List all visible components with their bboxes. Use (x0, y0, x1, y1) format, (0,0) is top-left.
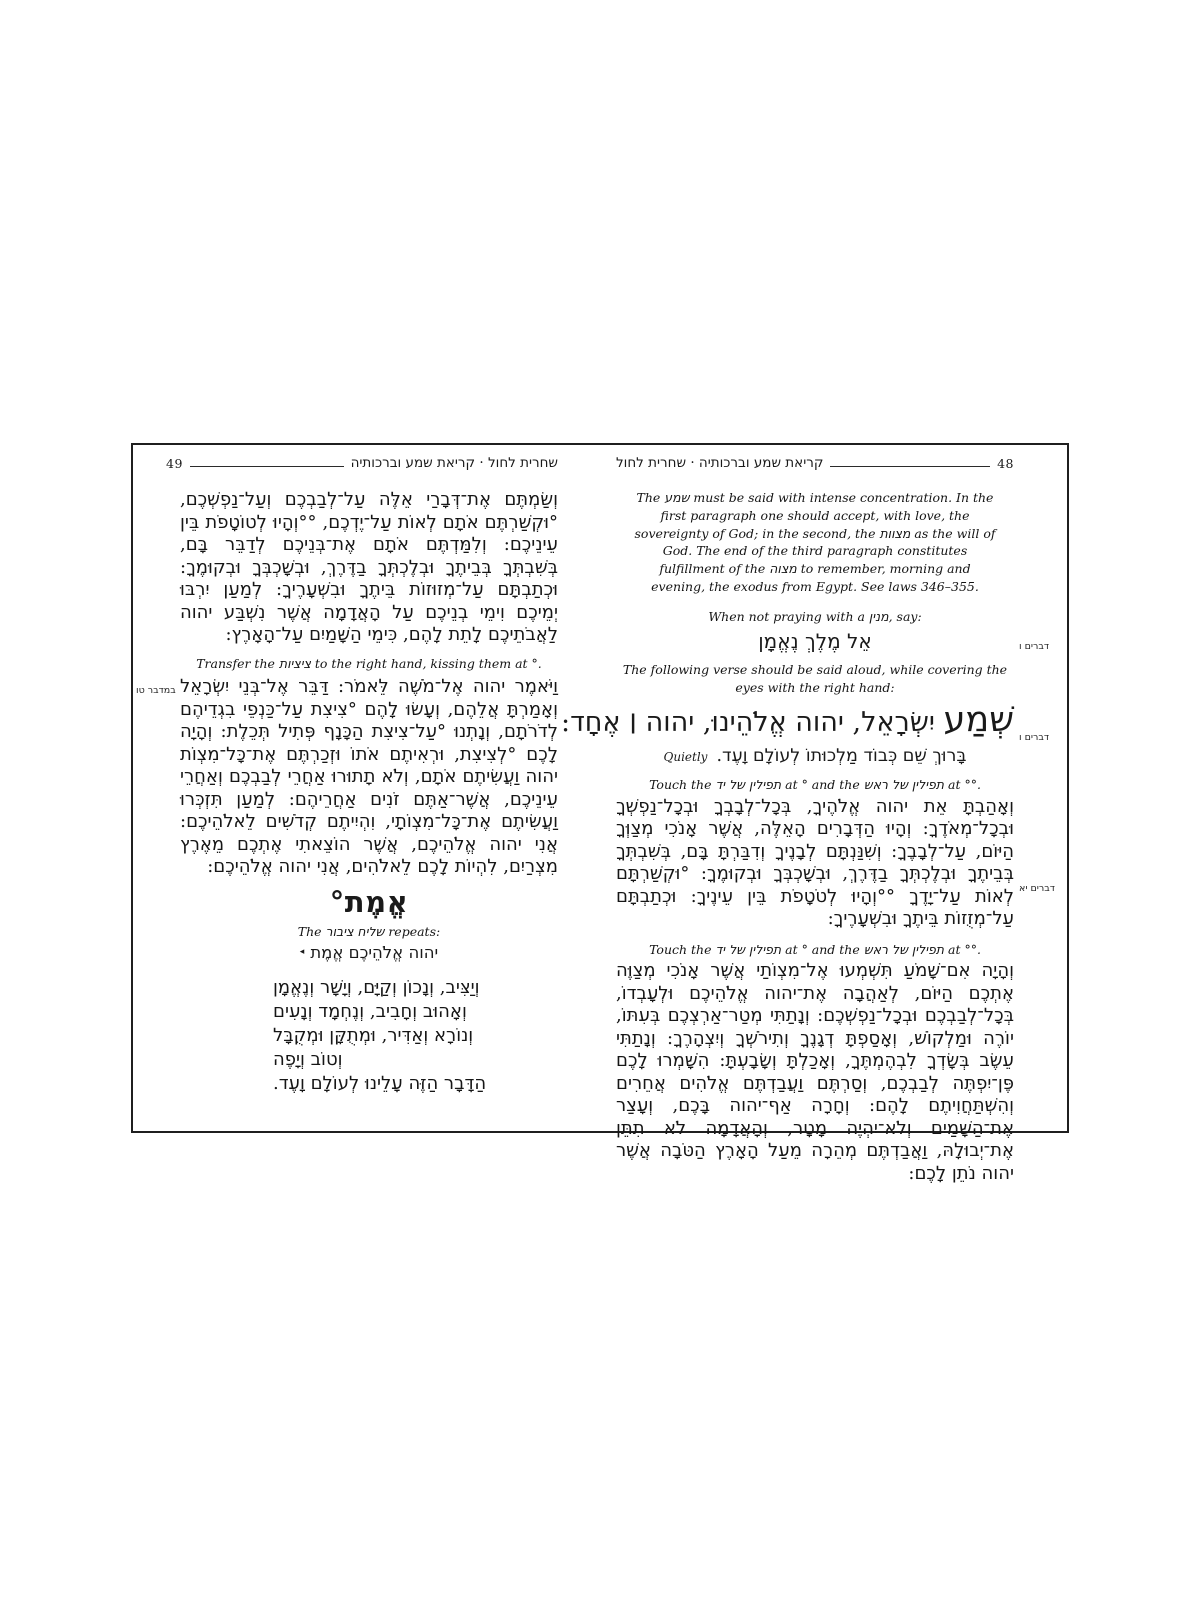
vehaya-paragraph: וְהָיָה אִם־שָׁמֹעַ תִּשְׁמְעוּ אֶל־מִצְוֹתַי אֲשֶׁר אָנֹכִי מְצַוֶּה אֶתְכֶם הַיּוֹם, לְאַהֲבָה אֶת־יהוה אֱלֹהֵיכֶם וּלְעָבְדוֹ, בְּכָל־לְבַבְכֶם וּבְכָל־נַפְשְׁכֶם: וְנָתַתִּי מְטַר־אַרְצְכֶם בְּעִתּוֹ, יוֹרֶה וּמַלְקוֹשׁ, וְאָסַפְתָּ דְגָנֶךָ וְתִירֹשְׁךָ וְיִצְהָרֶךָ: וְנָתַתִּי עֵשֶׂב בְּשָׂדְךָ לִבְהֶמְתֶּךָ, וְאָכַלְתָּ וְשָׂבָעְתָּ: הִשָּׁמְרוּ לָכֶם פֶּן־יִפְתֶּה לְבַבְכֶם, וְסַרְתֶּם וַעֲבַדְתֶּם אֱלֹהִים אֲחֵרִים וְהִשְׁתַּחֲוִיתֶם לָהֶם: וְחָרָה אַף־יהוה בָּכֶם, וְעָצַר אֶת־הַשָּׁמַיִם וְלֹא־יִהְיֶה מָטָר, וְהָאֲדָמָה לֹא תִתֵּן אֶת־יְבוּלָהּ, וַאֲבַדְתֶּם מְהֵרָה מֵעַל הָאָרֶץ הַטֹּבָה אֲשֶׁר יהוה נֹתֵן לָכֶם: (616, 960, 1014, 1184)
emet-word: °אֱמֶת (329, 884, 409, 919)
baruch-shem-line (616, 746, 1014, 766)
say-aloud-instruction: The following verse should be said aloud, while covering the eyes with the right hand: (622, 662, 1008, 695)
margin-note-devarim-vehaya: דברים יא (1019, 883, 1055, 894)
chazzan-repeats-instruction: The שליח ציבור repeats: (297, 923, 441, 939)
poem-line: וְטוֹב וְיָפֶה (273, 1048, 343, 1070)
baruch-shem-text: בָּרוּךְ שֵׁם כְּבוֹד מַלְכוּתוֹ לְעוֹלָם וָעֶד. (716, 745, 967, 766)
quietly-label: Quietly (663, 749, 708, 764)
tefillin-instruction-1: Touch the תפילין של יד at ° and the תפילין של ראש at °°. (649, 776, 981, 792)
el-melech-neeman-line: אֵל מֶלֶךְ נֶאֱמָן (758, 629, 872, 654)
shema-verse-rest: יִשְׂרָאֵל, יהוה אֱלֹהֵינוּ, יהוה ׀ אֶחָד: (560, 706, 935, 738)
page-48-header (616, 455, 1014, 471)
chazzan-line-text: יהוה אֱלֹהֵיכֶם אֱמֶת (310, 942, 439, 962)
page-number-49: 49 (166, 456, 183, 471)
poem-line: וְאָהוּב וְחָבִיב, וְנֶחְמָד וְנָעִים (273, 1000, 467, 1022)
no-minyan-instruction: When not praying with a מנין, say: (708, 608, 922, 624)
poem-line: וְנוֹרָא וְאַדִּיר, וּמְתֻקָּן וּמְקֻבָּל (273, 1024, 474, 1046)
veshamtem-paragraph: וְשַׂמְתֶּם אֶת־דְּבָרַי אֵלֶּה עַל־לְבַבְכֶם וְעַל־נַפְשְׁכֶם, °וּקְשַׁרְתֶּם אֹתָם לְאוֹת עַל־יֶדְכֶם, °°וְהָיוּ לְטוֹטָפֹת בֵּין עֵינֵיכֶם: וְלִמַּדְתֶּם אֹתָם אֶת־בְּנֵיכֶם לְדַבֵּר בָּם, בְּשִׁבְתְּךָ בְּבֵיתֶךָ וּבְלֶכְתְּךָ בַדֶּרֶךְ, וּבְשָׁכְבְּךָ וּבְקוּמֶךָ: וּכְתַבְתָּם עַל־מְזוּזוֹת בֵּיתֶךָ וּבִשְׁעָרֶיךָ: לְמַעַן יִרְבּוּ יְמֵיכֶם וִימֵי בְנֵיכֶם עַל הָאֲדָמָה אֲשֶׁר נִשְׁבַּע יהוה לַאֲבֹתֵיכֶם לָתֵת לָהֶם, כִּימֵי הַשָּׁמַיִם עַל־הָאָרֶץ: (180, 489, 558, 645)
poem-line: וְיַצִּיב, וְנָכוֹן וְקַיָּם, וְיָשָׁר וְנֶאֱמָן (273, 976, 480, 998)
siddur-spread (131, 443, 1069, 1184)
margin-note-devarim-veahavta: דברים ו (1019, 732, 1050, 743)
intro-note: The שמע must be said with intense concentration. In the first paragraph one should accept, with love, the sovereignty of God; in the second, the מצוות as the will of God. The end of the third paragraph constitutes fulfillment of the מצוה to remember, morning and evening, the exodus from Egypt. See laws 346–355. (634, 490, 996, 594)
page-48-title: קריאת שמע וברכותיה · שחרית לחול (616, 455, 824, 471)
header-rule-right (830, 466, 990, 467)
chazzan-repetition-line (180, 943, 558, 962)
margin-note-bamidbar: במדבר טו (136, 685, 176, 696)
tzitziot-instruction: Transfer the ציציות to the right hand, kissing them at °. (196, 655, 542, 671)
page-48-body (560, 489, 1014, 1185)
veahavta-paragraph: וְאָהַבְתָּ אֵת יהוה אֱלֹהֶיךָ, בְּכָל־לְבָבְךָ וּבְכָל־נַפְשְׁךָ וּבְכָל־מְאֹדֶךָ: וְהָיוּ הַדְּבָרִים הָאֵלֶּה, אֲשֶׁר אָנֹכִי מְצַוְּךָ הַיּוֹם, עַל־לְבָבֶךָ: וְשִׁנַּנְתָּם לְבָנֶיךָ וְדִבַּרְתָּ בָּם, בְּשִׁבְתְּךָ בְּבֵיתֶךָ וּבְלֶכְתְּךָ בַדֶּרֶךְ, וּבְשָׁכְבְּךָ וּבְקוּמֶךָ: °וּקְשַׁרְתָּם לְאוֹת עַל־יָדֶךָ °°וְהָיוּ לְטֹטָפֹת בֵּין עֵינֶיךָ: וּכְתַבְתָּם עַל־מְזֻזוֹת בֵּיתֶךָ וּבִשְׁעָרֶיךָ: (616, 795, 1014, 929)
veyatziv-poem (273, 976, 558, 1096)
shema-verse (560, 699, 1014, 744)
page-49-title: שחרית לחול · קריאת שמע וברכותיה (350, 455, 558, 471)
emet-line (180, 885, 558, 919)
margin-note-devarim-shema: דברים ו (1019, 641, 1050, 652)
page-49-body (180, 489, 558, 1096)
shema-first-word: שְׁמַע (943, 699, 1014, 740)
tefillin-instruction-2: Touch the תפילין של יד at ° and the תפילין של ראש at °°. (649, 941, 981, 957)
vayomer-paragraph: וַיֹּאמֶר יהוה אֶל־מֹשֶׁה לֵּאמֹר: דַּבֵּר אֶל־בְּנֵי יִשְׂרָאֵל וְאָמַרְתָּ אֲלֵהֶם, וְעָשׂוּ לָהֶם °צִיצִת עַל־כַּנְפֵי בִגְדֵיהֶם לְדֹרֹתָם, וְנָתְנוּ °עַל־צִיצִת הַכָּנָף פְּתִיל תְּכֵלֶת: וְהָיָה לָכֶם °לְצִיצִת, וּרְאִיתֶם אֹתוֹ וּזְכַרְתֶּם אֶת־כָּל־מִצְוֹת יהוה וַעֲשִׂיתֶם אֹתָם, וְלֹא תָתוּרוּ אַחֲרֵי לְבַבְכֶם וְאַחֲרֵי עֵינֵיכֶם, אֲשֶׁר־אַתֶּם זֹנִים אַחֲרֵיהֶם: לְמַעַן תִּזְכְּרוּ וַעֲשִׂיתֶם אֶת־כָּל־מִצְוֹתָי, וִהְיִיתֶם קְדֹשִׁים לֵאלֹהֵיכֶם: אֲנִי יהוה אֱלֹהֵיכֶם, אֲשֶׁר הוֹצֵאתִי אֶתְכֶם מֵאֶרֶץ מִצְרַיִם, לִהְיוֹת לָכֶם לֵאלֹהִים, אֲנִי יהוה אֱלֹהֵיכֶם: (180, 676, 558, 878)
page-49-header (166, 455, 558, 471)
poem-line: הַדָּבָר הַזֶּה עָלֵינוּ לְעוֹלָם וָעֶד. (273, 1072, 487, 1094)
chazzan-marker-icon: ◂ (299, 947, 305, 957)
header-rule-left (190, 466, 344, 467)
page-number-48: 48 (997, 456, 1014, 471)
